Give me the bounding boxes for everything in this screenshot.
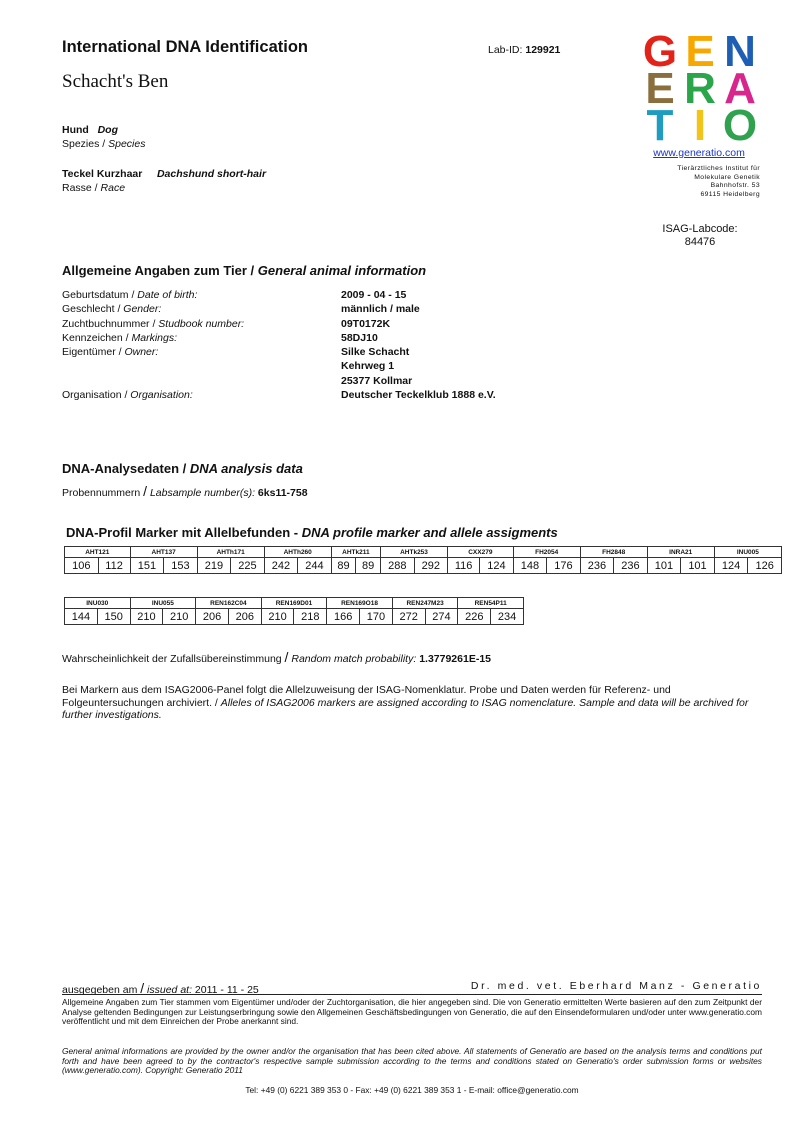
marker-name: AHT137 — [130, 547, 197, 558]
info-label — [62, 332, 177, 344]
logo-letter: R — [684, 64, 716, 113]
info-label — [62, 346, 158, 358]
info-label-en: Markings: — [131, 331, 177, 344]
marker-name: INU005 — [714, 547, 781, 558]
probability-line: Wahrscheinlichkeit der Zufallsübereinstimmung / Random match probability: 1.3779261E-15 — [62, 649, 492, 665]
info-row — [62, 288, 662, 302]
allele-value: 176 — [547, 558, 581, 574]
general-heading-en: General animal information — [257, 263, 427, 278]
allele-value: 219 — [197, 558, 231, 574]
marker-table-1 — [64, 546, 782, 574]
allele-value: 89 — [331, 558, 356, 574]
analysis-heading-de: DNA-Analysedaten / — [62, 461, 187, 476]
logo-letter: O — [722, 101, 758, 150]
marker-name: AHTk211 — [331, 547, 380, 558]
allele-value: 242 — [264, 558, 298, 574]
race-de: Teckel Kurzhaar — [62, 168, 143, 180]
allele-value: 218 — [294, 609, 327, 625]
info-label — [62, 389, 193, 401]
disclaimer-en: General animal informations are provided by the owner and/or the organisation that has been cited above. All statements of Generatio are based on the analysis terms and conditions put forth and have been agreed to by the contractor's respective sample submission according to the terms and conditions stated on Generatio's order submission forms or websites (www.generatio.com). Copyright: Generatio 2011 — [62, 1046, 762, 1076]
institute-line: 69115 Heidelberg — [700, 190, 760, 198]
marker-name: FH2054 — [513, 547, 580, 558]
marker-name: REN169O18 — [327, 598, 393, 609]
species-label-en: Species — [108, 138, 146, 150]
allele-value: 166 — [327, 609, 360, 625]
info-label-de: Eigentümer / — [62, 346, 122, 359]
info-label-en: Studbook number: — [158, 317, 245, 330]
allele-value: 288 — [381, 558, 415, 574]
marker-table-2 — [64, 597, 524, 625]
allele-value: 236 — [580, 558, 614, 574]
marker-name: REN247M23 — [392, 598, 458, 609]
allele-value: 206 — [228, 609, 261, 625]
sample-number: 6ks11-758 — [257, 487, 308, 499]
allele-value: 148 — [513, 558, 547, 574]
issued-en: issued at: — [147, 984, 192, 996]
institute-line: Bahnhofstr. 53 — [710, 182, 760, 190]
info-value: 25377 Kollmar — [341, 374, 413, 387]
marker-name: INU030 — [65, 598, 131, 609]
species-de: Hund — [62, 124, 89, 136]
marker-name: AHTh260 — [264, 547, 331, 558]
allele-value: 210 — [163, 609, 196, 625]
info-value: männlich / male — [341, 303, 420, 316]
info-row — [62, 317, 662, 331]
allele-value: 101 — [647, 558, 681, 574]
allele-value: 126 — [748, 558, 782, 574]
info-label-de: Geburtsdatum / — [62, 289, 135, 301]
logo-letter: G — [642, 27, 678, 76]
info-value: Silke Schacht — [341, 346, 410, 359]
species-block — [62, 123, 145, 151]
general-heading-de: Allgemeine Angaben zum Tier / — [62, 263, 255, 278]
info-row — [62, 345, 662, 359]
info-label — [62, 289, 197, 301]
allele-value: 244 — [298, 558, 332, 574]
allele-value: 210 — [261, 609, 294, 625]
allele-value: 153 — [164, 558, 198, 574]
analysis-heading-en: DNA analysis data — [189, 461, 303, 476]
page-title: International DNA Identification — [62, 38, 308, 56]
profile-heading — [66, 525, 558, 540]
info-value: 58DJ10 — [341, 331, 378, 344]
institute-address — [640, 165, 760, 199]
marker-name: CXX279 — [448, 547, 514, 558]
profile-heading-en: DNA profile marker and allele assigments — [301, 525, 558, 540]
info-label-en: Date of birth: — [137, 289, 198, 301]
allele-value: 144 — [65, 609, 98, 625]
allele-value: 150 — [97, 609, 130, 625]
info-label-en: Gender: — [123, 303, 162, 316]
institute-line: Molekulare Genetik — [694, 173, 760, 181]
marker-name: REN162C04 — [196, 598, 262, 609]
logo-letter: E — [645, 64, 675, 113]
logo-letter: E — [685, 27, 715, 76]
analysis-heading — [62, 461, 303, 476]
info-value: 09T0172K — [341, 317, 391, 330]
info-row — [62, 302, 662, 316]
allele-value: 274 — [425, 609, 458, 625]
sample-line: Probennummern / Labsample number(s): 6ks11-758 — [62, 483, 308, 499]
signer: Dr. med. vet. Eberhard Manz - Generatio — [470, 980, 762, 992]
general-info-list — [62, 288, 662, 402]
isag-labcode — [640, 223, 760, 249]
generatio-logo — [640, 27, 760, 150]
sample-label-en: Labsample number(s): — [149, 487, 255, 499]
info-label-de: Geschlecht / — [62, 303, 121, 316]
issued-line: ausgegeben am / issued at: 2011 - 11 - 25 — [62, 980, 259, 996]
allele-value: 206 — [196, 609, 229, 625]
allele-value: 124 — [714, 558, 748, 574]
info-label — [62, 318, 244, 330]
allele-value: 210 — [130, 609, 163, 625]
marker-name: REN54P11 — [458, 598, 524, 609]
profile-heading-de: DNA-Profil Marker mit Allelbefunden - — [66, 525, 299, 540]
sample-label-de: Probennummern — [62, 487, 141, 499]
isag-label: ISAG-Labcode: — [662, 223, 738, 235]
issued-de: ausgegeben am — [62, 984, 138, 996]
race-en: Dachshund short-hair — [156, 168, 267, 180]
info-value: Deutscher Teckelklub 1888 e.V. — [341, 389, 496, 402]
website-link[interactable]: www.generatio.com — [653, 147, 745, 159]
marker-name: AHTh171 — [197, 547, 264, 558]
allele-value: 234 — [491, 609, 524, 625]
logo-letter: T — [646, 101, 674, 150]
info-row — [62, 374, 662, 388]
allele-value: 151 — [130, 558, 164, 574]
species-label-de: Spezies / — [62, 138, 106, 150]
note-en: Alleles of ISAG2006 markers are assigned according to ISAG nomenclature. Sample and data will be archived for further investigations. — [62, 696, 749, 721]
race-label-de: Rasse / — [62, 182, 98, 194]
info-row — [62, 388, 662, 402]
info-row — [62, 359, 662, 373]
marker-name: INRA21 — [647, 547, 714, 558]
info-label — [62, 303, 161, 315]
info-value: 2009 - 04 - 15 — [341, 289, 407, 301]
marker-name: FH2848 — [580, 547, 647, 558]
allele-value: 226 — [458, 609, 491, 625]
allele-value: 116 — [448, 558, 480, 574]
probability-label-de: Wahrscheinlichkeit der Zufallsübereinstimmung — [62, 653, 282, 665]
animal-name: Schacht's Ben — [62, 71, 169, 92]
logo-letter: A — [724, 64, 756, 113]
allele-value: 106 — [65, 558, 99, 574]
info-label-en: Owner: — [124, 346, 159, 359]
race-block — [62, 167, 266, 195]
allele-value: 272 — [392, 609, 425, 625]
allele-note — [62, 684, 762, 722]
allele-value: 292 — [414, 558, 448, 574]
lab-id-label: Lab-ID: — [488, 44, 523, 56]
allele-value: 170 — [360, 609, 393, 625]
probability-value: 1.3779261E-15 — [419, 653, 492, 665]
logo-letter: N — [724, 27, 756, 76]
info-value: Kehrweg 1 — [341, 360, 395, 373]
info-label-en: Organisation: — [130, 389, 193, 402]
allele-value: 124 — [480, 558, 514, 574]
species-en: Dog — [97, 124, 119, 136]
probability-label-en: Random match probability: — [291, 653, 417, 665]
marker-name: REN169D01 — [261, 598, 327, 609]
info-label-de: Zuchtbuchnummer / — [62, 317, 156, 330]
disclaimer-de: Allgemeine Angaben zum Tier stammen vom Eigentümer und/oder der Zuchtorganisation, die hier angegeben sind. Die von Generatio ermittelten Werte basieren auf den zum Zeitpunkt der Analyse geltenden Bedingungen zur Leistungserbringung sowie den Allgemeinen Geschäftsbedingungen von Generatio, die auf den Einsendeformularen und/oder unter www.generatio.com veröffentlicht und mit dem Einreichen der Probe anerkannt sind. — [62, 997, 762, 1027]
marker-name: AHTk253 — [381, 547, 448, 558]
lab-id — [488, 44, 560, 56]
institute-line: Tierärztliches Institut für — [677, 165, 760, 172]
allele-value: 236 — [614, 558, 648, 574]
general-heading — [62, 263, 426, 278]
marker-name: AHT121 — [65, 547, 131, 558]
note-de: Bei Markern aus dem ISAG2006-Panel folgt die Allelzuweisung der ISAG-Nomenklatur. Probe und Daten werden für Referenz- und Folgeuntersuchungen archiviert. / — [62, 684, 671, 709]
allele-value: 112 — [98, 558, 130, 574]
contact-line: Tel: +49 (0) 6221 389 353 0 - Fax: +49 (0) 6221 389 353 1 - E-mail: office@generatio.com — [245, 1085, 579, 1095]
issued-date: 2011 - 11 - 25 — [194, 984, 259, 996]
logo-letter: I — [693, 101, 707, 150]
info-row — [62, 331, 662, 345]
isag-code: 84476 — [684, 236, 716, 248]
footer-divider — [62, 994, 762, 995]
info-label-de: Kennzeichen / — [62, 331, 129, 344]
lab-id-value: 129921 — [525, 44, 561, 56]
race-label-en: Race — [100, 182, 126, 194]
allele-value: 89 — [356, 558, 381, 574]
info-label-de: Organisation / — [62, 389, 128, 402]
allele-value: 225 — [231, 558, 265, 574]
allele-value: 101 — [681, 558, 715, 574]
marker-name: INU055 — [130, 598, 196, 609]
